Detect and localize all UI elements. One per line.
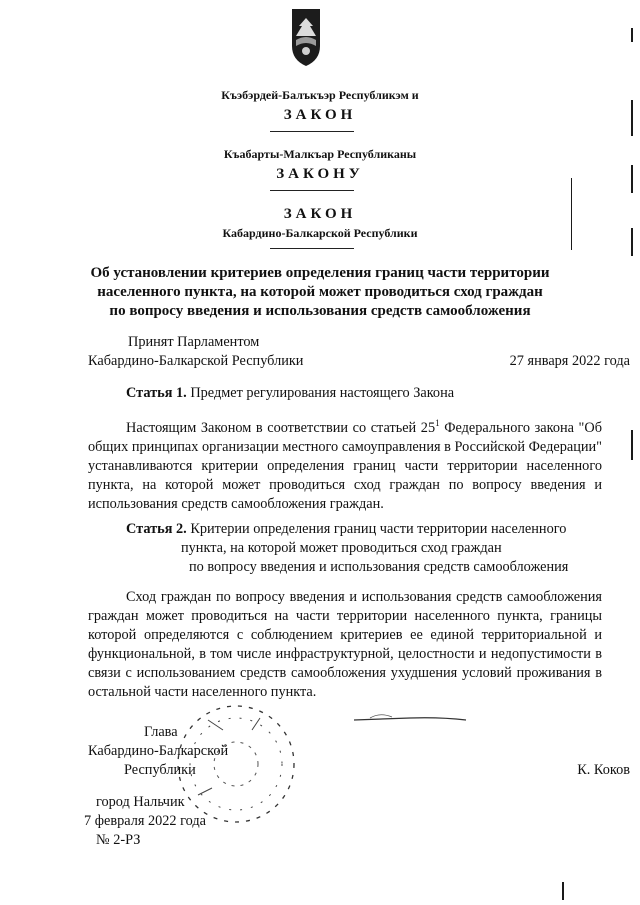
article-2-title-line: Критерии определения границ части территории населенного xyxy=(190,521,567,537)
scan-mark xyxy=(631,228,633,256)
article-2-label: Статья 2. xyxy=(126,521,187,537)
coat-of-arms-icon xyxy=(288,6,324,68)
adoption-line: Принят Парламентом xyxy=(128,334,260,350)
header-russian-zakon: ЗАКОН xyxy=(283,206,357,222)
article-2-title-line: пункта, на которой может проводиться сход граждан xyxy=(181,540,502,556)
scan-mark xyxy=(631,28,633,42)
header-balkar-republic: Къабарты-Малкъар Республиканы xyxy=(223,147,417,161)
scan-mark xyxy=(562,882,564,900)
city: город Нальчик xyxy=(96,794,185,810)
handwritten-signature xyxy=(350,706,470,736)
article-2-heading xyxy=(126,520,566,539)
scan-mark xyxy=(571,178,572,250)
header-russian-republic: Кабардино-Балкарской Республики xyxy=(222,226,418,240)
scan-mark xyxy=(631,165,633,193)
signatory-position: Республики xyxy=(124,762,196,778)
adoption-line: Кабардино-Балкарской Республики xyxy=(88,353,304,369)
scan-mark xyxy=(631,430,633,460)
divider xyxy=(270,248,354,249)
article-1-text: Настоящим Законом в соответствии со статьей $25^1$ Федерального закона "Об общих принципах организации местного самоуправления в Российской Федерации" устанавливаются критерии определения границ части территории населенного пункта, на которой может проводиться сход граждан по вопросу введения и использования средств самообложения граждан. xyxy=(88,418,602,512)
article-2-text: Сход граждан по вопросу введения и использования средств самообложения граждан может проводиться на части территории населенного пункта, границы которой определяются с соблюдением критериев ее единой территориальной и функциональной, в том числе инфраструктурной, целостности и недопустимости в связи с использованием средств самообложения ухудшения условий проживания в остальной части населенного пункта. xyxy=(88,589,602,700)
law-number: № 2-РЗ xyxy=(96,832,141,848)
footer-date: 7 февраля 2022 года xyxy=(84,813,207,829)
adoption-date: 27 января 2022 года xyxy=(509,353,630,369)
law-title-line: Об установлении критериев определения границ части территории xyxy=(90,265,550,281)
article-1-heading xyxy=(126,384,454,403)
article-2-title-line: по вопросу введения и использования средств самообложения xyxy=(189,559,569,575)
law-title-line: населенного пункта, на которой может проводиться сход граждан xyxy=(97,284,543,300)
header-balkar-zakon: ЗАКОНУ xyxy=(276,166,364,182)
divider xyxy=(270,190,354,191)
signatory-name: К. Коков xyxy=(577,762,630,778)
article-1-label: Статья 1. xyxy=(126,385,187,401)
law-title-line: по вопросу введения и использования средств самообложения xyxy=(109,303,531,319)
article-1-title: Предмет регулирования настоящего Закона xyxy=(190,385,455,401)
signatory-position: Кабардино-Балкарской xyxy=(88,743,229,759)
header-kabardian-republic: Къэбэрдей-Балъкъэр Республикэм и xyxy=(221,88,419,102)
signatory-position: Глава xyxy=(144,724,178,740)
header-kabardian-zakon: ЗАКОН xyxy=(283,107,357,123)
scan-mark xyxy=(631,100,633,136)
divider xyxy=(270,131,354,132)
